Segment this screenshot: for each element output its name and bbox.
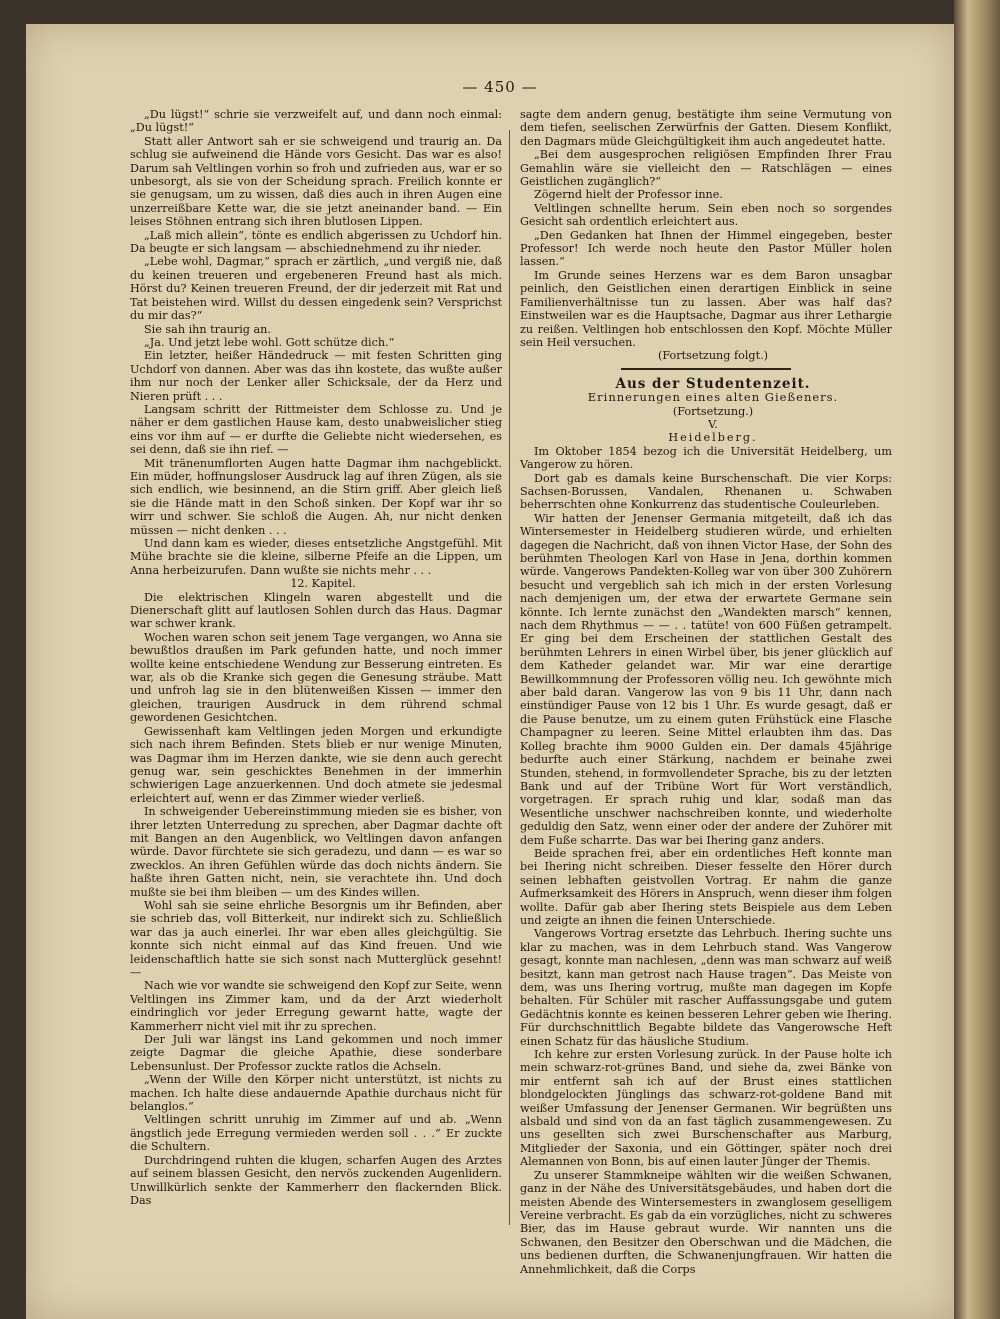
chapter-heading: 12. Kapitel. [290, 577, 356, 591]
paragraph: Wohl sah sie seine ehrliche Besorgnis um ihr Befinden, aber sie schrieb das, voll Bitterkeit, nur indirekt sich zu. Schließlich war das ja auch einerlei. Ihr war eben alles gleichgültig. Sie konnte sich nicht einmal auf das Kind freuen. Und wie leidenschaftlich hatte sie sich sonst nach Mutterglück gesehnt! — [130, 898, 502, 979]
paragraph: Statt aller Antwort sah er sie schweigend und traurig an. Da schlug sie aufweinend die Hände vors Gesicht. Das war es also! Darum sah Veltlingen vorhin so froh und zufrieden aus, war er so unbesorgt, als sie von der Scheidung sprach. Freilich konnte er sie genugsam, um zu wissen, daß dies auch in ihren Augen eine unzerreißbare Kette war, die sie jetzt aneinander band. — Ein leises Stöhnen entrang sich ihren blutlosen Lippen. [130, 134, 502, 229]
column-divider [509, 130, 510, 1225]
paragraph: Im Oktober 1854 bezog ich die Universität Heidelberg, um Vangerow zu hören. [520, 444, 892, 472]
paragraph: Im Grunde seines Herzens war es dem Baron unsagbar peinlich, den Geistlichen einen derartigen Einblick in seine Familienverhältnisse tun zu lassen. Aber was half das? Einstweilen war es die Hauptsache, Dagmar aus ihrer Lethargie zu reißen. Veltlingen hob entschlossen den Kopf. Möchte Müller sein Heil versuchen. [520, 268, 892, 349]
page-number: — 450 — [462, 78, 538, 96]
paragraph: sagte dem andern genug, bestätigte ihm seine Vermutung von dem tiefen, seelischen Zerwürfnis der Gatten. Diesem Konflikt, den Dagmars müde Gleichgültigkeit ihm auch angedeutet hatte. [520, 108, 892, 148]
paragraph: Ich kehre zur ersten Vorlesung zurück. In der Pause holte ich mein schwarz-rot-grünes Band, und siehe da, zwei Bänke von mir entfernt sah ich auf der Brust eines stattlichen blondgelockten Jünglings das schwarz-rot-goldene Band mit weißer Umfassung der Jenenser Germanen. Wir begrüßten uns alsbald und sind von da an fast täglich zusammengewesen. Zu uns gesellten sich zwei Burschenschafter aus Marburg, Mitglieder der Saxonia, und ein Göttinger, später noch drei Alemannen von Bonn, bis auf einen lauter Jünger der Themis. [520, 1048, 892, 1169]
paragraph: „Du lügst!“ schrie sie verzweifelt auf, und dann noch einmal: „Du lügst!“ [130, 108, 502, 135]
paragraph: „Laß mich allein“, tönte es endlich abgerissen zu Uchdorf hin. Da beugte er sich langsam — abschiednehmend zu ihr nieder. [130, 228, 502, 256]
paragraph: Die elektrischen Klingeln waren abgestellt und die Dienerschaft glitt auf lautlosen Sohlen durch das Haus. Dagmar war schwer krank. [130, 590, 502, 631]
paragraph: „Den Gedanken hat Ihnen der Himmel eingegeben, bester Professor! Ich werde noch heute den Pastor Müller holen lassen.“ [520, 228, 892, 269]
paragraph: Dort gab es damals keine Burschenschaft. Die vier Korps: Sachsen-Borussen, Vandalen, Rhenanen u. Schwaben beherrschten ohne Konkurrenz das studentische Couleurleben. [520, 471, 892, 512]
paragraph: Gewissenhaft kam Veltlingen jeden Morgen und erkundigte sich nach ihrem Befinden. Stets blieb er nur wenige Minuten, was Dagmar ihm im Herzen dankte, wie sie denn auch gerecht genug war, sein geschicktes Benehmen in der immerhin schwierigen Lage anzuerkennen. Und doch atmete sie jedesmal erleichtert auf, wenn er das Zimmer wieder verließ. [130, 724, 502, 805]
paragraph: Veltlingen schritt unruhig im Zimmer auf und ab. „Wenn ängstlich jede Erregung vermieden werden soll . . .“ Er zuckte die Schultern. [130, 1113, 502, 1154]
paragraph: Durchdringend ruhten die klugen, scharfen Augen des Arztes auf seinem blassen Gesicht, den nervös zuckenden Augenlidern. Unwillkürlich senkte der Kammerherr den flackernden Blick. Das [130, 1153, 502, 1207]
paragraph: Und dann kam es wieder, dieses entsetzliche Angstgefühl. Mit Mühe brachte sie die kleine, silberne Pfeife an die Lippen, um Anna herbeizurufen. Dann wußte sie nichts mehr . . . [130, 537, 502, 577]
paragraph: Mit tränenumflorten Augen hatte Dagmar ihm nachgeblickt. Ein müder, hoffnungsloser Ausdruck lag auf ihren Zügen, als sie sich endlich, wie besinnend, an die Stirn griff. Aber gleich ließ sie die Hände matt in den Schoß sinken. Der Kopf war ihr so wirr und schwer. Sie schloß die Augen. Ah, nur nicht denken müssen — nicht denken . . . [130, 456, 502, 537]
paragraph: Nach wie vor wandte sie schweigend den Kopf zur Seite, wenn Veltlingen ins Zimmer kam, und da der Arzt wiederholt eindringlich vor jeder Erregung gewarnt hatte, wagte der Kammerherr nicht viel mit ihr zu sprechen. [130, 979, 502, 1033]
paragraph: „Bei dem ausgesprochen religiösen Empfinden Ihrer Frau Gemahlin wäre sie vielleicht den — Ratschlägen — eines Geistlichen zugänglich?“ [520, 148, 892, 189]
section-number: V. [708, 417, 718, 431]
paragraph: Zögernd hielt der Professor inne. [534, 188, 723, 202]
paragraph: Vangerows Vortrag ersetzte das Lehrbuch. Ihering suchte uns klar zu machen, was in dem Lehrbuch stand. Was Vangerow gesagt, konnte man nachlesen, „denn was man schwarz auf weiß besitzt, kann man getrost nach Hause tragen“. Das Meiste von dem, was uns Ihering vortrug, mußte man dagegen im Kopfe behalten. Für Schüler mit rascher Auffassungsgabe und gutem Gedächtnis konnte es keinen besseren Lehrer geben wie Ihering. Für durchschnittlich Begabte bildete das Vangerowsche Heft einen Schatz für das häusliche Studium. [520, 927, 892, 1048]
section-title: Heidelberg. [668, 431, 758, 445]
separator-rule [621, 368, 791, 370]
article-title: Aus der Studentenzeit. [615, 375, 811, 392]
right-column [520, 108, 892, 1276]
paragraph: „Ja. Und jetzt lebe wohl. Gott schütze dich.“ [144, 335, 395, 349]
paragraph: Ein letzter, heißer Händedruck — mit festen Schritten ging Uchdorf von dannen. Aber was das ihn kostete, das wußte außer ihm nur noch der Lenker aller Schicksale, der da Herz und Nieren prüft . . . [130, 349, 502, 403]
paragraph: Wir hatten der Jenenser Germania mitgeteilt, daß ich das Wintersemester in Heidelberg studieren würde, und erhielten dagegen die Nachricht, daß von ihnen Victor Hase, der Sohn des berühmten Theologen Karl von Hase in Jena, dorthin kommen würde. Vangerows Pandekten-Kolleg war von über 300 Zuhörern besucht und vergeblich sah ich mich in der ersten Vorlesung nach demjenigen um, der etwa der erwartete Germane sein könnte. Ich lernte zunächst den „Wandekten marsch“ kennen, nach dem Rhythmus — — . . tatüte! von 600 Füßen getrampelt. Er ging bei dem Erscheinen der stattlichen Gestalt des berühmten Lehrers in einen Wirbel über, bis jener glücklich auf dem Katheder gelandet war. Mir war eine derartige Bewillkommnung der Professoren völlig neu. Ich gewöhnte mich aber bald daran. Vangerow las von 9 bis 11 Uhr, dann nach einstündiger Pause von 12 bis 1 Uhr. Es wurde gesagt, daß er die Pause benutze, um zu einem guten Frühstück eine Flasche Champagner zu leeren. Seine Mittel erlaubten ihm das. Das Kolleg brachte ihm 9000 Gulden ein. Der damals 45jährige bedurfte auch einer Stärkung, nachdem er beinahe zwei Stunden, stehend, in formvollendeter Sprache, bis zu der letzten Bank und auf der Tribüne Wort für Wort verständlich, vorgetragen. Er sprach ruhig und klar, sodaß man das Wesentliche unschwer nachschreiben konnte, und wiederholte geduldig den Satz, wenn einer oder der andere der Zuhörer mit dem Fuße scharrte. Das war bei Ihering ganz anders. [520, 511, 892, 847]
paragraph: Sie sah ihn traurig an. [144, 322, 271, 336]
paragraph: „Wenn der Wille den Körper nicht unterstützt, ist nichts zu machen. Ich halte diese andauernde Apathie durchaus nicht für belanglos.“ [130, 1073, 502, 1114]
paragraph: Langsam schritt der Rittmeister dem Schlosse zu. Und je näher er dem gastlichen Hause kam, desto unabweislicher stieg eins vor ihm auf — er durfte die Geliebte nicht wiedersehen, es sei denn, daß sie ihn rief. — [130, 402, 502, 457]
paragraph: „Lebe wohl, Dagmar,“ sprach er zärtlich, „und vergiß nie, daß du keinen treueren und ergebeneren Freund hast als mich. Hörst du? Keinen treueren Freund, der dir jederzeit mit Rat und Tat beistehen wird. Willst du dessen eingedenk sein? Versprichst du mir das?“ [130, 255, 502, 323]
paragraph: Beide sprachen frei, aber ein ordentliches Heft konnte man bei Ihering nicht schreiben. Dieser fesselte den Hörer durch seinen lebhaften geistvollen Vortrag. Er nahm die ganze Aufmerksamkeit des Hörers in Anspruch, wenn dieser ihm folgen wollte. Dafür gab aber Ihering stets Beispiele aus dem Leben und zeigte an ihnen die feinen Unterschiede. [520, 846, 892, 927]
book-spine-edge [954, 0, 1000, 1319]
article-subtitle: Erinnerungen eines alten Gießeners. [587, 390, 839, 405]
paragraph: Der Juli war längst ins Land gekommen und noch immer zeigte Dagmar die gleiche Apathie, diese sonderbare Lebensunlust. Der Professor zuckte ratlos die Achseln. [130, 1033, 502, 1073]
to-be-continued-note: (Fortsetzung folgt.) [657, 349, 768, 363]
paragraph: In schweigender Uebereinstimmung mieden sie es bisher, von ihrer letzten Unterredung zu sprechen, aber Dagmar dachte oft mit Bangen an den Augenblick, wo Veltlingen davon anfangen würde. Davor fürchtete sie sich geradezu, und dann — es war so zwecklos. An ihren Gefühlen würde das doch nichts ändern. Sie haßte ihren Gatten nicht, nein, sie verachtete ihn. Und doch mußte sie bei ihm bleiben — um des Kindes willen. [130, 805, 502, 899]
left-column [130, 108, 502, 1233]
paragraph: Zu unserer Stammkneipe wählten wir die weißen Schwanen, ganz in der Nähe des Universitätsgebäudes, und haben dort die meisten Abende des Wintersemesters in zwanglosem geselligem Vereine verbracht. Es gab da ein vorzügliches, nicht zu schweres Bier, das im Hause gebraut wurde. Wir nannten uns die Schwanen, den Besitzer den Oberschwan und die Mädchen, die uns bedienen durften, die Schwanenjungfrauen. Wir hatten die Annehmlichkeit, daß die Corps [520, 1168, 892, 1276]
paragraph: Wochen waren schon seit jenem Tage vergangen, wo Anna sie bewußtlos draußen im Park gefunden hatte, und noch immer wollte keine entschiedene Wendung zur Besserung eintreten. Es war, als ob die Kranke sich gegen die Genesung sträube. Matt und unfroh lag sie in den blütenweißen Kissen — immer den gleichen, traurigen Ausdruck in dem rührend schmal gewordenen Gesichtchen. [130, 630, 502, 725]
continuation-note: (Fortsetzung.) [672, 404, 754, 418]
paragraph: Veltlingen schnellte herum. Sein eben noch so sorgendes Gesicht sah ordentlich erleichtert aus. [520, 201, 892, 229]
